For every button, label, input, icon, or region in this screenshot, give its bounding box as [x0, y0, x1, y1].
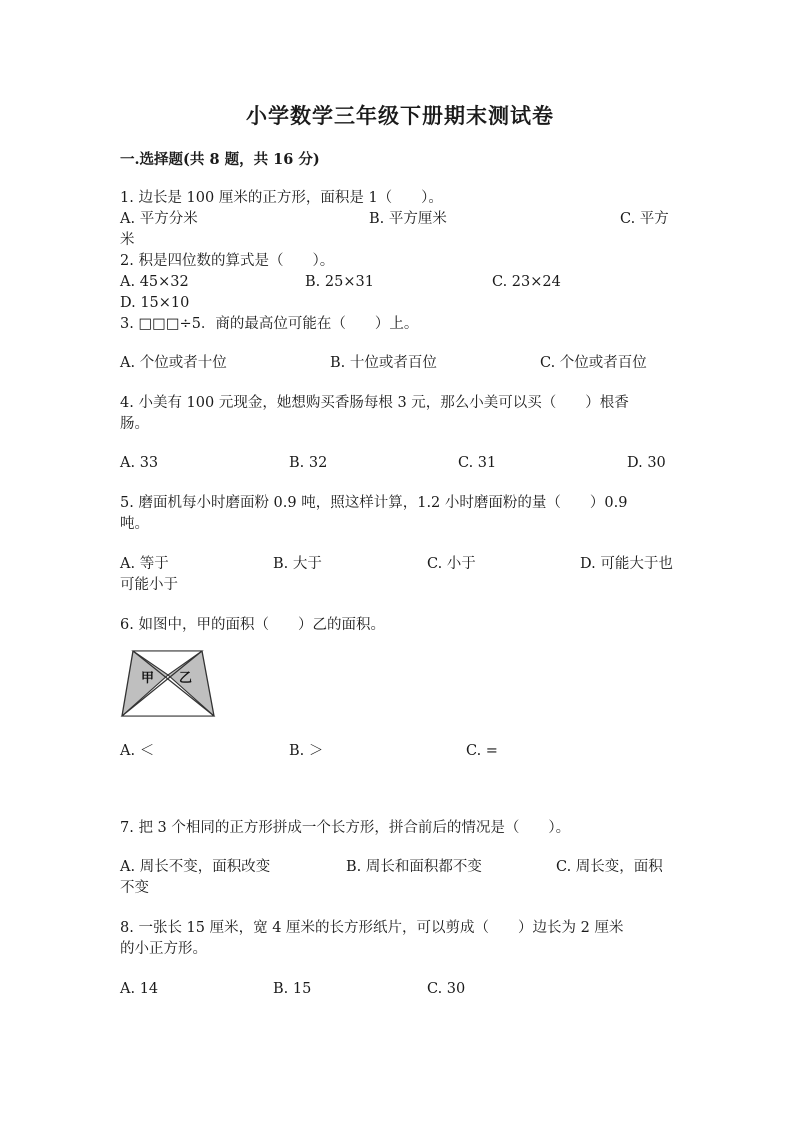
question-8-option-a[interactable]: A. 14	[120, 981, 159, 997]
section-heading: 一.选择题(共 8 题，共 16 分)	[120, 151, 320, 168]
question-1-option-c[interactable]: C. 平方	[620, 211, 669, 227]
question-1-option-c-wrap: 米	[120, 232, 135, 248]
question-4-option-c[interactable]: C. 31	[458, 455, 497, 471]
question-5-stem: 5. 磨面机每小时磨面粉 0.9 吨，照这样计算，1.2 小时磨面粉的量（ ）0.9	[120, 495, 628, 511]
question-3-stem: 3. □□□÷5．商的最高位可能在（ ）上。	[120, 316, 419, 332]
question-2-stem: 2. 积是四位数的算式是（ ）。	[120, 253, 335, 269]
question-4-option-d[interactable]: D. 30	[627, 455, 666, 471]
question-2-option-b[interactable]: B. 25×31	[305, 274, 374, 290]
question-5-option-d[interactable]: D. 可能大于也	[580, 556, 673, 572]
question-3-option-b[interactable]: B. 十位或者百位	[330, 355, 437, 371]
question-1-option-a[interactable]: A. 平方分米	[120, 211, 198, 227]
question-4-stem: 4. 小美有 100 元现金，她想购买香肠每根 3 元，那么小美可以买（ ）根香	[120, 395, 629, 411]
question-7-option-c[interactable]: C. 周长变，面积	[556, 859, 663, 875]
trapezoid-figure	[120, 648, 216, 718]
question-4-option-a[interactable]: A. 33	[120, 455, 159, 471]
question-6-stem: 6. 如图中，甲的面积（ ）乙的面积。	[120, 617, 385, 633]
question-3-option-c[interactable]: C. 个位或者百位	[540, 355, 647, 371]
question-6-option-c[interactable]: C. =	[466, 743, 498, 759]
question-5-option-c[interactable]: C. 小于	[427, 556, 476, 572]
question-7-stem: 7. 把 3 个相同的正方形拼成一个长方形，拼合前后的情况是（ ）。	[120, 820, 571, 836]
question-4-stem-wrap: 肠。	[120, 416, 149, 432]
question-2-option-d[interactable]: D. 15×10	[120, 295, 190, 311]
question-2-option-c[interactable]: C. 23×24	[492, 274, 561, 290]
question-1-option-b[interactable]: B. 平方厘米	[369, 211, 447, 227]
page-title: 小学数学三年级下册期末测试卷	[246, 103, 554, 128]
question-6-option-a[interactable]: A. ＜	[120, 743, 155, 759]
question-2-option-a[interactable]: A. 45×32	[120, 274, 189, 290]
question-6-option-b[interactable]: B. ＞	[289, 743, 324, 759]
question-1-stem: 1. 边长是 100 厘米的正方形，面积是 1（ ）。	[120, 190, 443, 206]
question-8-stem-wrap: 的小正方形。	[120, 941, 207, 957]
question-8-option-c[interactable]: C. 30	[427, 981, 466, 997]
question-5-option-a[interactable]: A. 等于	[120, 556, 169, 572]
question-3-option-a[interactable]: A. 个位或者十位	[120, 355, 227, 371]
question-5-stem-wrap: 吨。	[120, 516, 149, 532]
question-5-option-d-wrap: 可能小于	[120, 577, 178, 593]
question-7-option-c-wrap: 不变	[120, 880, 149, 896]
question-4-option-b[interactable]: B. 32	[289, 455, 328, 471]
question-7-option-b[interactable]: B. 周长和面积都不变	[346, 859, 482, 875]
question-7-option-a[interactable]: A. 周长不变，面积改变	[120, 859, 271, 875]
figure-label-jia: 甲	[141, 671, 155, 686]
figure-label-yi: 乙	[179, 671, 193, 686]
question-8-stem: 8. 一张长 15 厘米，宽 4 厘米的长方形纸片，可以剪成（ ）边长为 2 厘米	[120, 920, 624, 936]
question-8-option-b[interactable]: B. 15	[273, 981, 312, 997]
question-5-option-b[interactable]: B. 大于	[273, 556, 322, 572]
